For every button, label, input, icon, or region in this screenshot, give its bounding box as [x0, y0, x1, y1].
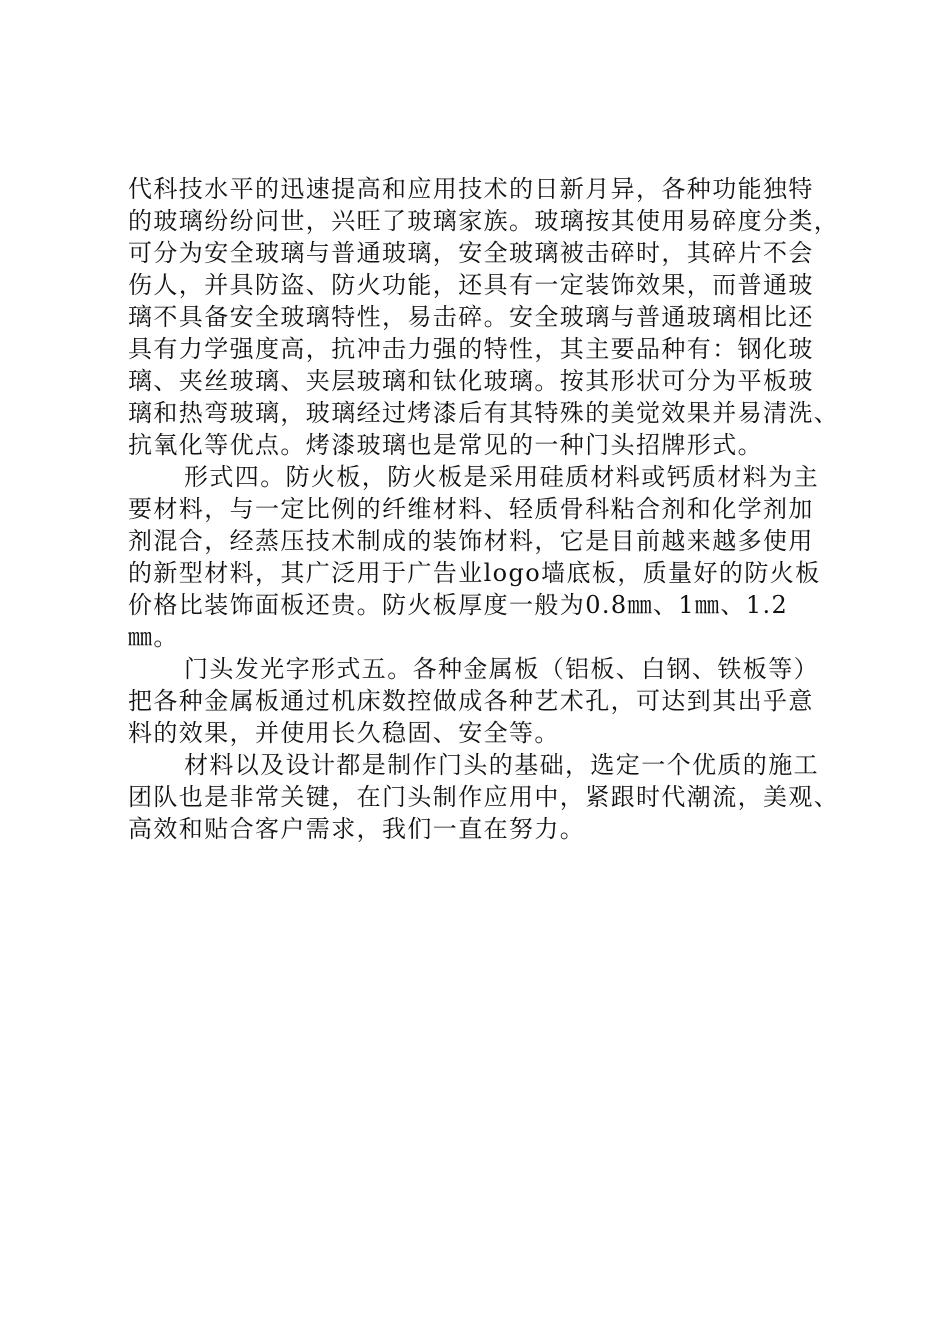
paragraph-start-line: 材料以及设计都是制作门头的基础，选定一个优质的施工: [184, 751, 819, 779]
text-line: ㎜。: [128, 623, 179, 651]
text-line: 璃不具备安全玻璃特性，易击碎。安全玻璃与普通玻璃相比还: [128, 303, 814, 331]
text-line: 价格比装饰面板还贵。防火板厚度一般为0.8㎜、1㎜、1.2: [128, 591, 789, 619]
text-line: 的玻璃纷纷问世，兴旺了玻璃家族。玻璃按其使用易碎度分类，: [128, 207, 840, 235]
text-line: 团队也是非常关键，在门头制作应用中，紧跟时代潮流，美观、: [128, 783, 840, 811]
text-line: 璃和热弯玻璃，玻璃经过烤漆后有其特殊的美觉效果并易清洗、: [128, 399, 840, 427]
text-line: 璃、夹丝玻璃、夹层玻璃和钛化玻璃。按其形状可分为平板玻: [128, 367, 814, 395]
text-line: 的新型材料，其广泛用于广告业logo墙底板，质量好的防火板: [128, 559, 821, 587]
text-line: 高效和贴合客户需求，我们一直在努力。: [128, 815, 586, 843]
text-line: 具有力学强度高，抗冲击力强的特性，其主要品种有：钢化玻: [128, 335, 814, 363]
body-text: [128, 173, 858, 845]
text-line: 抗氧化等优点。烤漆玻璃也是常见的一种门头招牌形式。: [128, 431, 763, 459]
text-line: 料的效果，并使用长久稳固、安全等。: [128, 719, 560, 747]
paragraph-start-line: 形式四。防火板，防火板是采用硅质材料或钙质材料为主: [184, 463, 819, 491]
text-line: 要材料，与一定比例的纤维材料、轻质骨科粘合剂和化学剂加: [128, 495, 814, 523]
text-line: 把各种金属板通过机床数控做成各种艺术孔，可达到其出乎意: [128, 687, 814, 715]
paragraph-start-line: 门头发光字形式五。各种金属板（铝板、白钢、铁板等）: [184, 655, 819, 683]
text-line: 代科技水平的迅速提高和应用技术的日新月异，各种功能独特: [128, 175, 814, 203]
text-line: 可分为安全玻璃与普通玻璃，安全玻璃被击碎时，其碎片不会: [128, 239, 814, 267]
text-line: 伤人，并具防盗、防火功能，还具有一定装饰效果，而普通玻: [128, 271, 814, 299]
text-line: 剂混合，经蒸压技术制成的装饰材料，它是目前越来越多使用: [128, 527, 814, 555]
